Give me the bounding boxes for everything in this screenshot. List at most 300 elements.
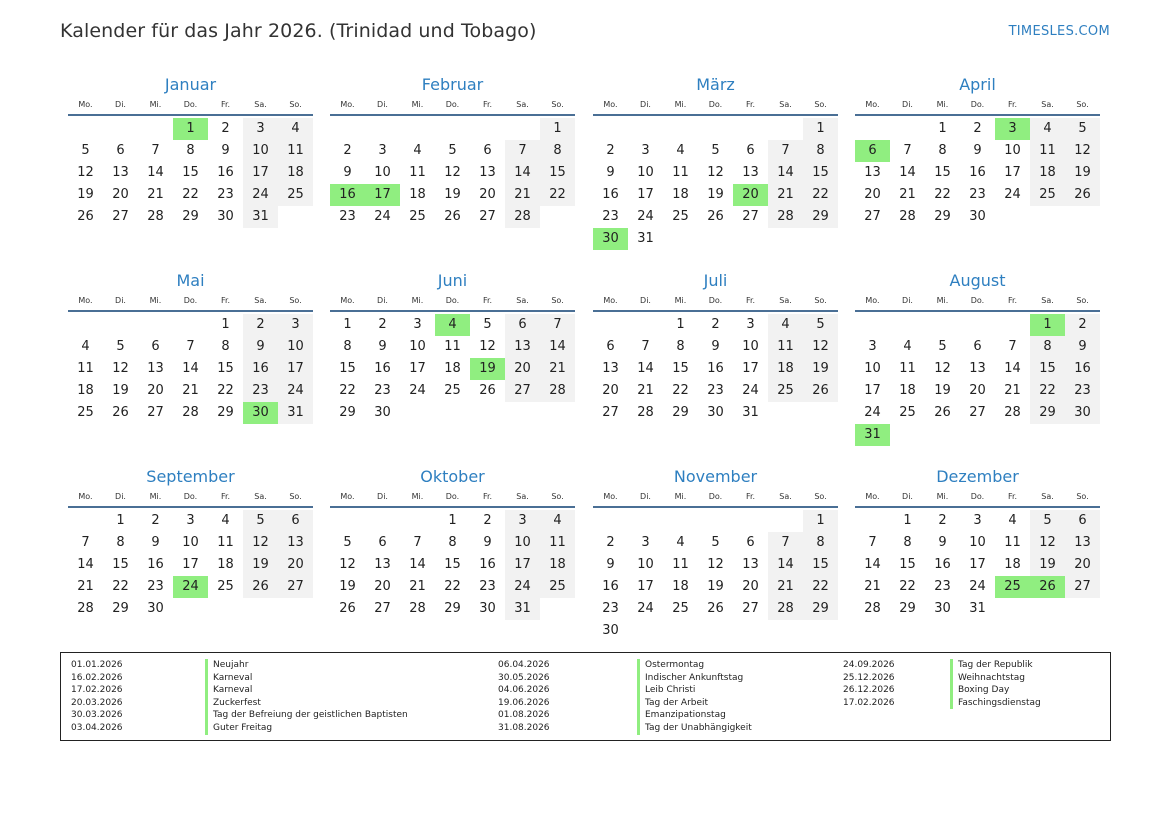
- legend-name-column: [205, 659, 408, 735]
- day-cell: 6: [278, 510, 313, 532]
- empty-cell: [733, 118, 768, 140]
- month-3: [593, 72, 838, 250]
- empty-cell: [593, 118, 628, 140]
- day-cell: 7: [151, 143, 160, 158]
- day-cell: 27: [602, 405, 619, 420]
- day-cell: 30: [479, 601, 496, 616]
- weekday-label: Fr.: [220, 296, 231, 305]
- day-cell: 7: [641, 339, 650, 354]
- empty-cell: [663, 510, 698, 532]
- day-grid: [68, 314, 313, 424]
- day-cell: 11: [768, 336, 803, 358]
- day-cell: 9: [938, 535, 947, 550]
- day-cell: 24: [505, 576, 540, 598]
- month-4: [855, 72, 1100, 228]
- day-cell: 23: [217, 187, 234, 202]
- holiday-date: 06.04.2026: [498, 660, 550, 670]
- weekday-label: Mo.: [603, 100, 618, 109]
- holiday-day: 6: [855, 140, 890, 162]
- month-12: [855, 464, 1100, 620]
- day-cell: 15: [934, 165, 951, 180]
- day-cell: 25: [1030, 184, 1065, 206]
- empty-cell: [330, 510, 365, 532]
- day-cell: 13: [147, 361, 164, 376]
- day-cell: 27: [479, 209, 496, 224]
- month-2: [330, 72, 575, 228]
- day-cell: 14: [1004, 361, 1021, 376]
- day-cell: 24: [243, 184, 278, 206]
- day-cell: 27: [112, 209, 129, 224]
- day-cell: 16: [243, 358, 278, 380]
- weekday-header: [855, 490, 1100, 508]
- weekday-label: So.: [289, 492, 302, 501]
- day-cell: 13: [112, 165, 129, 180]
- day-cell: 11: [77, 361, 94, 376]
- weekday-label: Mo.: [340, 492, 355, 501]
- weekday-label: Di.: [902, 296, 913, 305]
- weekday-label: Sa.: [779, 296, 792, 305]
- day-cell: 19: [112, 383, 129, 398]
- weekday-label: Mi.: [149, 492, 162, 501]
- weekday-label: Mo.: [865, 492, 880, 501]
- month-name: Februar: [421, 75, 484, 94]
- day-grid: [855, 118, 1100, 228]
- weekday-label: Do.: [970, 100, 985, 109]
- holiday-name: Tag der Befreiung der geistlichen Baptisten: [205, 709, 408, 722]
- day-cell: 5: [483, 317, 492, 332]
- day-cell: 26: [243, 576, 278, 598]
- weekday-label: So.: [814, 492, 827, 501]
- weekday-label: Di.: [902, 492, 913, 501]
- month-6: [330, 268, 575, 424]
- day-cell: 17: [637, 187, 654, 202]
- day-cell: 12: [1030, 532, 1065, 554]
- weekday-label: So.: [1076, 296, 1089, 305]
- day-cell: 11: [444, 339, 461, 354]
- day-cell: 21: [864, 579, 881, 594]
- day-cell: 11: [278, 140, 313, 162]
- day-cell: 27: [864, 209, 881, 224]
- day-cell: 20: [278, 554, 313, 576]
- weekday-label: Di.: [640, 492, 651, 501]
- day-cell: 30: [934, 601, 951, 616]
- day-cell: 16: [1065, 358, 1100, 380]
- weekday-label: Mi.: [936, 100, 949, 109]
- day-cell: 30: [147, 601, 164, 616]
- day-cell: 13: [864, 165, 881, 180]
- weekday-label: Di.: [115, 492, 126, 501]
- weekday-label: Do.: [970, 296, 985, 305]
- day-cell: 2: [711, 317, 720, 332]
- day-grid: [330, 510, 575, 620]
- empty-cell: [628, 314, 663, 336]
- day-cell: 23: [969, 187, 986, 202]
- holiday-date: 19.06.2026: [498, 697, 550, 708]
- month-name: Januar: [164, 75, 217, 94]
- day-cell: 15: [182, 165, 199, 180]
- day-cell: 14: [77, 557, 94, 572]
- weekday-label: Di.: [377, 100, 388, 109]
- day-cell: 24: [742, 383, 759, 398]
- weekday-label: Mo.: [865, 296, 880, 305]
- empty-cell: [103, 118, 138, 140]
- day-cell: 12: [707, 557, 724, 572]
- month-name: November: [673, 467, 758, 486]
- day-cell: 6: [151, 339, 160, 354]
- day-cell: 14: [147, 165, 164, 180]
- month-name: September: [146, 467, 235, 486]
- day-cell: 22: [672, 383, 689, 398]
- day-cell: 8: [1030, 336, 1065, 358]
- page-title: Kalender für das Jahr 2026. (Trinidad und Tobago): [60, 20, 537, 42]
- empty-cell: [925, 314, 960, 336]
- day-cell: 18: [672, 187, 689, 202]
- day-cell: 17: [505, 554, 540, 576]
- day-cell: 19: [1030, 554, 1065, 576]
- holiday-name: Emanzipationstag: [637, 709, 752, 722]
- holiday-date: 24.09.2026: [843, 660, 895, 670]
- day-cell: 21: [182, 383, 199, 398]
- brand-link[interactable]: TIMESLES.COM: [1008, 24, 1110, 39]
- day-cell: 1: [343, 317, 352, 332]
- weekday-header: [330, 294, 575, 312]
- day-cell: 25: [278, 184, 313, 206]
- day-cell: 25: [768, 380, 803, 402]
- day-cell: 2: [243, 314, 278, 336]
- day-cell: 14: [768, 162, 803, 184]
- day-cell: 2: [483, 513, 492, 528]
- holiday-date: 17.02.2026: [843, 697, 895, 708]
- day-cell: 29: [934, 209, 951, 224]
- day-cell: 19: [444, 187, 461, 202]
- day-cell: 4: [540, 510, 575, 532]
- day-cell: 8: [803, 532, 838, 554]
- day-cell: 29: [803, 206, 838, 228]
- day-cell: 24: [409, 383, 426, 398]
- day-cell: 1: [221, 317, 230, 332]
- day-cell: 12: [707, 165, 724, 180]
- day-cell: 10: [864, 361, 881, 376]
- day-cell: 28: [768, 598, 803, 620]
- day-cell: 7: [868, 535, 877, 550]
- holiday-day: 19: [470, 358, 505, 380]
- month-1: [68, 72, 313, 228]
- day-cell: 6: [1065, 510, 1100, 532]
- weekday-header: [68, 98, 313, 116]
- day-cell: 14: [864, 557, 881, 572]
- day-cell: 11: [672, 557, 689, 572]
- day-cell: 9: [711, 339, 720, 354]
- weekday-label: Do.: [708, 100, 723, 109]
- day-cell: 27: [505, 380, 540, 402]
- empty-cell: [593, 314, 628, 336]
- day-cell: 23: [243, 380, 278, 402]
- day-cell: 23: [339, 209, 356, 224]
- weekday-label: Sa.: [516, 296, 529, 305]
- holiday-date: 20.03.2026: [71, 697, 123, 708]
- day-cell: 10: [637, 557, 654, 572]
- empty-cell: [173, 314, 208, 336]
- day-cell: 20: [1065, 554, 1100, 576]
- day-cell: 7: [768, 532, 803, 554]
- holiday-legend: [60, 652, 1111, 741]
- weekday-label: So.: [1076, 492, 1089, 501]
- day-cell: 14: [182, 361, 199, 376]
- day-cell: 27: [147, 405, 164, 420]
- day-cell: 2: [973, 121, 982, 136]
- day-cell: 21: [899, 187, 916, 202]
- day-cell: 29: [339, 405, 356, 420]
- day-cell: 12: [339, 557, 356, 572]
- weekday-label: Do.: [183, 100, 198, 109]
- empty-cell: [890, 314, 925, 336]
- day-cell: 19: [707, 579, 724, 594]
- weekday-label: So.: [551, 100, 564, 109]
- day-cell: 13: [374, 557, 391, 572]
- day-cell: 2: [606, 143, 615, 158]
- day-cell: 2: [221, 121, 230, 136]
- day-cell: 24: [864, 405, 881, 420]
- day-cell: 31: [637, 231, 654, 246]
- month-name: Mai: [176, 271, 205, 290]
- day-cell: 15: [444, 557, 461, 572]
- weekday-label: Mi.: [674, 492, 687, 501]
- day-cell: 15: [1030, 358, 1065, 380]
- day-cell: 25: [217, 579, 234, 594]
- holiday-name: Faschingsdienstag: [950, 697, 1041, 710]
- day-cell: 27: [374, 601, 391, 616]
- day-cell: 28: [505, 206, 540, 228]
- weekday-label: Mi.: [411, 492, 424, 501]
- day-cell: 19: [1065, 162, 1100, 184]
- weekday-label: Do.: [445, 492, 460, 501]
- empty-cell: [663, 118, 698, 140]
- weekday-label: Di.: [640, 296, 651, 305]
- day-cell: 24: [637, 601, 654, 616]
- month-name: März: [696, 75, 735, 94]
- empty-cell: [68, 510, 103, 532]
- weekday-label: Mo.: [340, 296, 355, 305]
- day-cell: 14: [637, 361, 654, 376]
- day-cell: 3: [973, 513, 982, 528]
- day-cell: 22: [1030, 380, 1065, 402]
- holiday-day: 4: [435, 314, 470, 336]
- day-cell: 10: [505, 532, 540, 554]
- day-cell: 7: [505, 140, 540, 162]
- day-cell: 3: [641, 143, 650, 158]
- weekday-label: Sa.: [516, 492, 529, 501]
- day-cell: 22: [112, 579, 129, 594]
- day-cell: 1: [803, 510, 838, 532]
- day-cell: 11: [540, 532, 575, 554]
- empty-cell: [505, 118, 540, 140]
- weekday-header: [68, 490, 313, 508]
- day-grid: [68, 510, 313, 620]
- holiday-day: 30: [243, 402, 278, 424]
- day-cell: 20: [374, 579, 391, 594]
- day-cell: 21: [147, 187, 164, 202]
- day-cell: 18: [217, 557, 234, 572]
- day-cell: 27: [969, 405, 986, 420]
- day-cell: 5: [116, 339, 125, 354]
- weekday-label: Mi.: [674, 100, 687, 109]
- day-cell: 2: [343, 143, 352, 158]
- weekday-label: Do.: [970, 492, 985, 501]
- day-cell: 9: [483, 535, 492, 550]
- empty-cell: [855, 510, 890, 532]
- empty-cell: [960, 314, 995, 336]
- weekday-label: So.: [814, 100, 827, 109]
- day-cell: 1: [803, 118, 838, 140]
- day-cell: 3: [746, 317, 755, 332]
- day-cell: 7: [413, 535, 422, 550]
- day-cell: 28: [540, 380, 575, 402]
- day-cell: 5: [1030, 510, 1065, 532]
- month-9: [68, 464, 313, 620]
- empty-cell: [768, 510, 803, 532]
- day-cell: 5: [81, 143, 90, 158]
- day-cell: 9: [243, 336, 278, 358]
- day-cell: 12: [803, 336, 838, 358]
- weekday-label: Mo.: [603, 492, 618, 501]
- day-cell: 30: [1065, 402, 1100, 424]
- day-cell: 23: [934, 579, 951, 594]
- holiday-date: 03.04.2026: [71, 722, 123, 733]
- weekday-label: Fr.: [482, 100, 493, 109]
- day-cell: 26: [112, 405, 129, 420]
- day-cell: 14: [899, 165, 916, 180]
- day-cell: 9: [221, 143, 230, 158]
- day-cell: 4: [676, 535, 685, 550]
- day-cell: 18: [278, 162, 313, 184]
- day-cell: 16: [147, 557, 164, 572]
- weekday-label: Do.: [708, 296, 723, 305]
- empty-cell: [138, 118, 173, 140]
- day-cell: 15: [803, 554, 838, 576]
- day-cell: 14: [505, 162, 540, 184]
- empty-cell: [138, 314, 173, 336]
- holiday-date: 01.01.2026: [71, 660, 123, 670]
- day-cell: 4: [413, 143, 422, 158]
- weekday-label: Fr.: [745, 492, 756, 501]
- holiday-day: 3: [995, 118, 1030, 140]
- holiday-day: 1: [1030, 314, 1065, 336]
- day-cell: 21: [77, 579, 94, 594]
- day-cell: 29: [444, 601, 461, 616]
- day-cell: 28: [637, 405, 654, 420]
- day-cell: 23: [374, 383, 391, 398]
- weekday-label: Fr.: [1007, 296, 1018, 305]
- day-cell: 15: [217, 361, 234, 376]
- legend-date-column: [498, 659, 550, 735]
- month-name: April: [959, 75, 996, 94]
- day-cell: 23: [602, 601, 619, 616]
- day-cell: 3: [378, 143, 387, 158]
- day-cell: 6: [116, 143, 125, 158]
- day-cell: 23: [707, 383, 724, 398]
- day-cell: 2: [378, 317, 387, 332]
- day-cell: 9: [606, 165, 615, 180]
- day-cell: 26: [803, 380, 838, 402]
- weekday-label: Mi.: [936, 492, 949, 501]
- weekday-label: Do.: [708, 492, 723, 501]
- day-cell: 13: [278, 532, 313, 554]
- day-cell: 9: [606, 557, 615, 572]
- day-cell: 18: [409, 187, 426, 202]
- day-cell: 2: [1065, 314, 1100, 336]
- empty-cell: [628, 118, 663, 140]
- day-cell: 18: [77, 383, 94, 398]
- month-name: Oktober: [420, 467, 485, 486]
- holiday-name: Leib Christi: [637, 684, 752, 697]
- day-cell: 19: [934, 383, 951, 398]
- weekday-label: Sa.: [516, 100, 529, 109]
- day-cell: 8: [343, 339, 352, 354]
- weekday-label: Mo.: [340, 100, 355, 109]
- day-cell: 13: [479, 165, 496, 180]
- day-cell: 31: [505, 598, 540, 620]
- day-cell: 22: [803, 184, 838, 206]
- holiday-name: Zuckerfest: [205, 697, 408, 710]
- weekday-label: Mi.: [411, 296, 424, 305]
- day-cell: 4: [81, 339, 90, 354]
- day-cell: 12: [77, 165, 94, 180]
- day-cell: 18: [1004, 557, 1021, 572]
- weekday-label: Fr.: [1007, 492, 1018, 501]
- day-cell: 22: [540, 184, 575, 206]
- empty-cell: [68, 118, 103, 140]
- day-cell: 29: [899, 601, 916, 616]
- legend-date-column: [71, 659, 123, 735]
- day-cell: 5: [711, 535, 720, 550]
- weekday-label: Di.: [115, 296, 126, 305]
- weekday-label: So.: [814, 296, 827, 305]
- empty-cell: [628, 510, 663, 532]
- holiday-name: Weihnachtstag: [950, 672, 1041, 685]
- holiday-date: 30.03.2026: [71, 710, 123, 721]
- day-cell: 23: [147, 579, 164, 594]
- empty-cell: [435, 118, 470, 140]
- day-cell: 13: [969, 361, 986, 376]
- day-cell: 8: [186, 143, 195, 158]
- day-cell: 22: [899, 579, 916, 594]
- day-cell: 7: [186, 339, 195, 354]
- day-cell: 20: [742, 579, 759, 594]
- month-name: Dezember: [936, 467, 1019, 486]
- weekday-label: So.: [551, 296, 564, 305]
- day-grid: [330, 314, 575, 424]
- day-cell: 7: [1008, 339, 1017, 354]
- day-cell: 31: [278, 402, 313, 424]
- day-cell: 24: [374, 209, 391, 224]
- day-cell: 10: [637, 165, 654, 180]
- day-cell: 27: [742, 209, 759, 224]
- holiday-day: 25: [995, 576, 1030, 598]
- day-cell: 4: [221, 513, 230, 528]
- day-cell: 22: [803, 576, 838, 598]
- day-cell: 28: [182, 405, 199, 420]
- day-cell: 16: [934, 557, 951, 572]
- empty-cell: [593, 510, 628, 532]
- day-cell: 4: [768, 314, 803, 336]
- day-cell: 11: [899, 361, 916, 376]
- month-7: [593, 268, 838, 424]
- day-cell: 18: [672, 579, 689, 594]
- day-cell: 3: [278, 314, 313, 336]
- day-cell: 29: [672, 405, 689, 420]
- holiday-name: Ostermontag: [637, 659, 752, 672]
- day-cell: 3: [641, 535, 650, 550]
